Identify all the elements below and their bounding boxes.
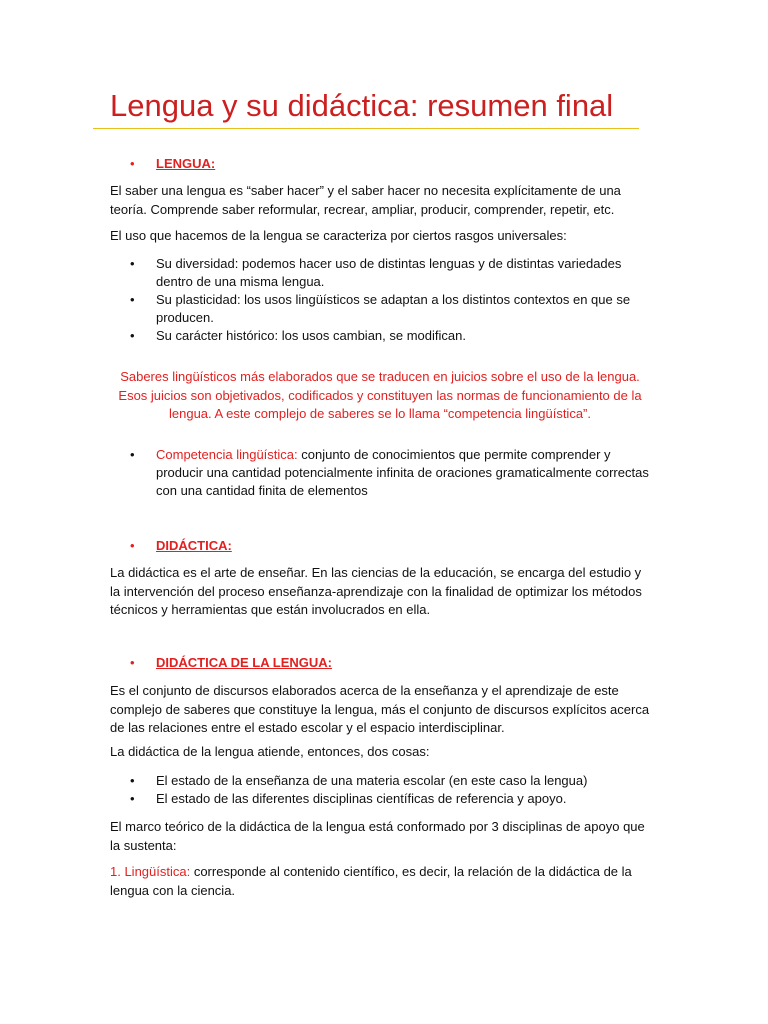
lengua-bullet-2-text: Su plasticidad: los usos lingüísticos se adaptan a los distintos contextos en que se producen. <box>156 292 631 325</box>
competencia-bullet-text <box>156 446 660 500</box>
linguistica-label: 1. Lingüística: <box>110 864 191 879</box>
heading-lengua-text: LENGUA: <box>156 156 216 171</box>
lengua-bullet-2 <box>130 291 660 327</box>
competencia-definition: conjunto de conocimientos que permite comprender y producir una cantidad potencialmente infinita de oraciones gramaticalmente correctas con una cantidad finita de elementos <box>156 447 649 498</box>
bullet-icon: • <box>130 292 135 307</box>
competencia-label: Competencia lingüística: <box>156 447 298 462</box>
didactica-paragraph: La didáctica es el arte de enseñar. En las ciencias de la educación, se encarga del estudio y la intervención del proceso enseñanza-aprendizaje con la finalidad de optimizar los métodos técnicos y herramientas que están involucrados en ella. <box>110 565 642 617</box>
heading-didactica-text: DIDÁCTICA: <box>156 538 232 553</box>
bullet-icon: • <box>130 538 135 553</box>
title-underline-rule <box>93 128 639 129</box>
lengua-bullet-3-text: Su carácter histórico: los usos cambian, se modifican. <box>156 328 466 343</box>
heading-didactica-lengua <box>130 654 660 672</box>
didactica-lengua-paragraph-3: El marco teórico de la didáctica de la lengua está conformado por 3 disciplinas de apoyo que la sustenta: <box>110 819 645 853</box>
bullet-icon: • <box>130 328 135 343</box>
lengua-bullet-1 <box>130 255 660 291</box>
bullet-icon: • <box>130 773 135 788</box>
lengua-bullet-1-text: Su diversidad: podemos hacer uso de distintas lenguas y de distintas variedades dentro de una misma lengua. <box>156 256 622 289</box>
didactica-lengua-bullet-1-text: El estado de la enseñanza de una materia escolar (en este caso la lengua) <box>156 773 588 788</box>
document-title: Lengua y su didáctica: resumen final <box>110 88 614 123</box>
competencia-bullet <box>130 446 660 500</box>
heading-lengua <box>130 155 660 173</box>
lengua-bullet-3 <box>130 327 660 345</box>
didactica-lengua-bullet-1 <box>130 772 660 790</box>
lengua-paragraph-2: El uso que hacemos de la lengua se caracteriza por ciertos rasgos universales: <box>110 228 567 243</box>
bullet-icon: • <box>130 791 135 806</box>
bullet-icon: • <box>130 655 135 670</box>
linguistica-description: corresponde al contenido científico, es decir, la relación de la didáctica de la lengua con la ciencia. <box>110 864 632 898</box>
competencia-summary-paragraph: Saberes lingüísticos más elaborados que se traducen en juicios sobre el uso de la lengua. Esos juicios son objetivados, codificados y constituyen las normas de funcionamiento de la lengua. A este complejo de saberes se lo llama “competencia lingüística”. <box>118 369 642 421</box>
bullet-icon: • <box>130 156 135 171</box>
didactica-lengua-paragraph-1: Es el conjunto de discursos elaborados acerca de la enseñanza y el aprendizaje de este complejo de saberes que constituye la lengua, más el conjunto de discursos explícitos acerca de las relaciones entre el estado escolar y el espacio interdisciplinar. <box>110 683 650 735</box>
heading-didactica-lengua-text: DIDÁCTICA DE LA LENGUA: <box>156 655 332 670</box>
didactica-lengua-paragraph-2: La didáctica de la lengua atiende, entonces, dos cosas: <box>110 744 430 759</box>
lengua-paragraph-1: El saber una lengua es “saber hacer” y el saber hacer no necesita explícitamente de una teoría. Comprende saber reformular, recrear, ampliar, producir, comprender, repetir, etc. <box>110 183 621 217</box>
didactica-lengua-bullet-2-text: El estado de las diferentes disciplinas científicas de referencia y apoyo. <box>156 791 567 806</box>
didactica-lengua-bullet-2 <box>130 790 660 808</box>
heading-didactica <box>130 537 660 555</box>
bullet-icon: • <box>130 447 135 462</box>
linguistica-item <box>110 863 650 900</box>
bullet-icon: • <box>130 256 135 271</box>
